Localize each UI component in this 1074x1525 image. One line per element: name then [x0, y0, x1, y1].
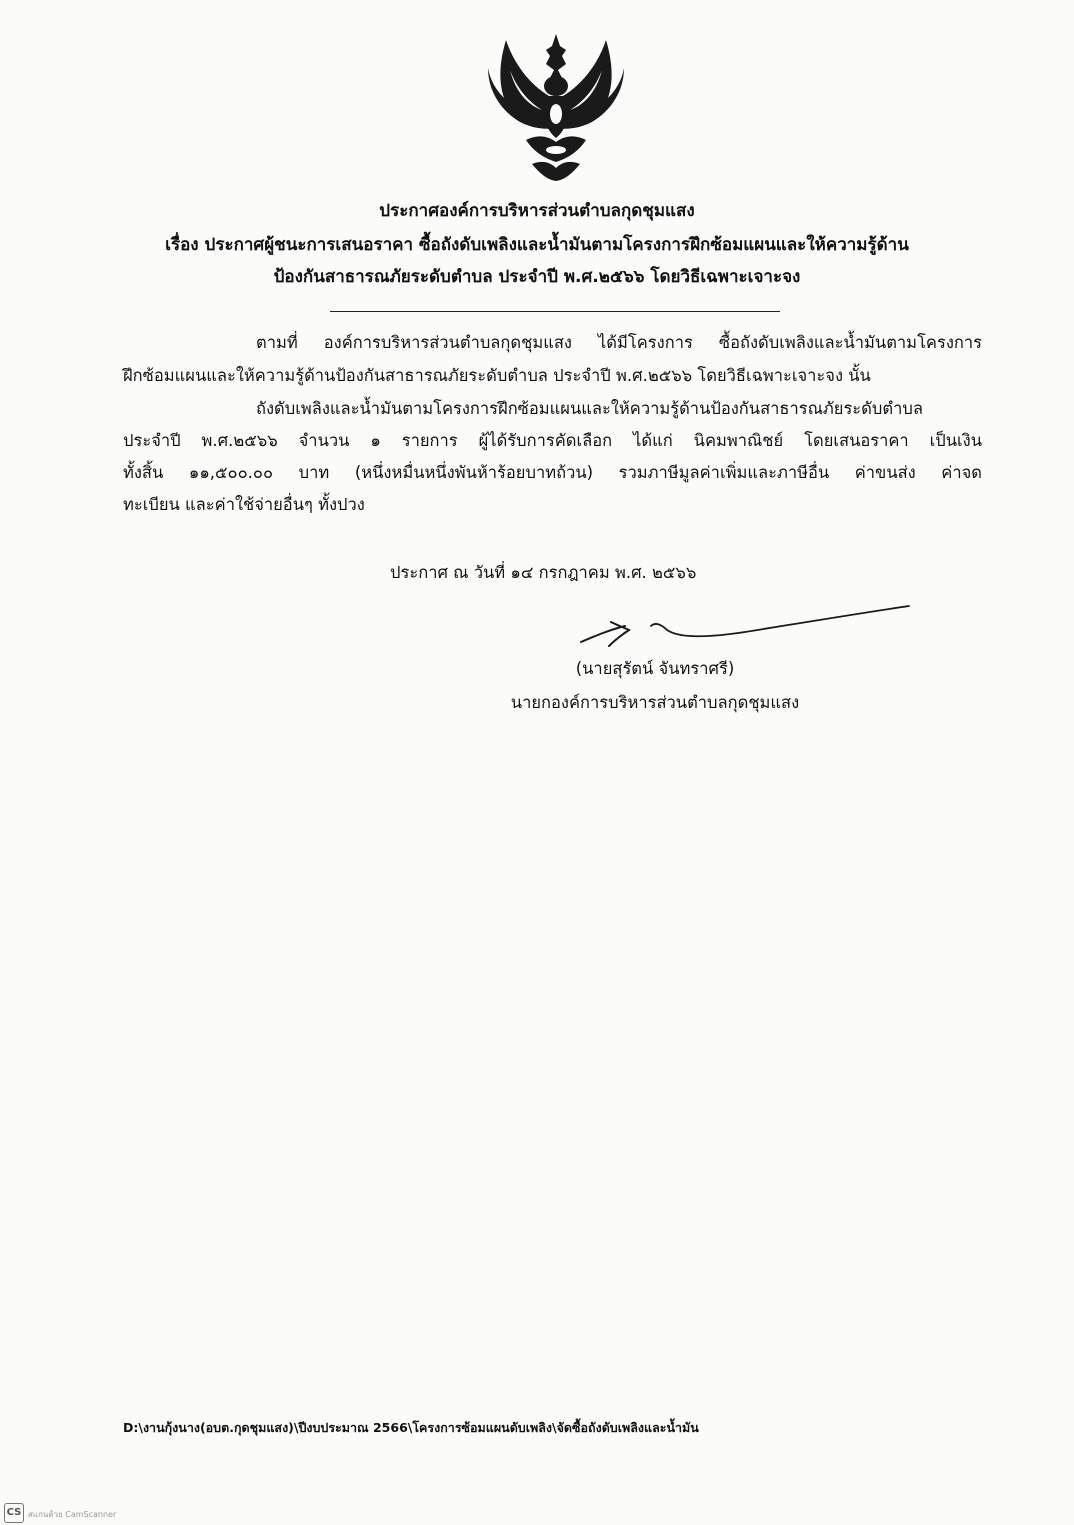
signer-position: นายกองค์การบริหารส่วนตำบลกุดชุมแสง: [510, 693, 800, 712]
announcement-date: ประกาศ ณ วันที่ ๑๔ กรกฎาคม พ.ศ. ๒๕๖๖: [390, 563, 697, 582]
body-line-2: ฝึกซ้อมแผนและให้ความรู้ด้านป้องกันสาธารณภัยระดับตำบล ประจำปี พ.ศ.๒๕๖๖ โดยวิธีเฉพาะเจาะจง นั้น: [123, 366, 871, 385]
title-divider: [330, 311, 780, 312]
announcement-title: ประกาศองค์การบริหารส่วนตำบลกุดชุมแสง: [379, 201, 695, 221]
camscanner-logo-icon: CS: [4, 1503, 24, 1523]
signer-name: (นายสุรัตน์ จันทราศรี): [575, 659, 735, 678]
body-line-1: ตามที่ องค์การบริหารส่วนตำบลกุดชุมแสง ได้มีโครงการ ซื้อถังดับเพลิงและน้ำมันตามโครงการ: [256, 333, 982, 352]
camscanner-watermark: สแกนด้วย CamScanner: [28, 1510, 117, 1519]
garuda-emblem-icon: [486, 30, 626, 182]
body-line-3: ถังดับเพลิงและน้ำมันตามโครงการฝึกซ้อมแผนและให้ความรู้ด้านป้องกันสาธารณภัยระดับตำบล: [256, 399, 923, 418]
handwritten-signature: [575, 598, 915, 648]
announcement-subject-continued: ป้องกันสาธารณภัยระดับตำบล ประจำปี พ.ศ.๒๕๖๖ โดยวิธีเฉพาะเจาะจง: [273, 267, 801, 287]
file-path-footer: D:\งานกุ้งนาง(อบต.กุดชุมแสง)\ปีงบประมาณ 2566\โครงการซ้อมแผนดับเพลิง\จัดซื้อถังดับเพลิงและน้ำมัน: [123, 1420, 699, 1435]
body-line-5: ทั้งสิ้น ๑๑,๕๐๐.๐๐ บาท (หนึ่งหมื่นหนึ่งพันห้าร้อยบาทถ้วน) รวมภาษีมูลค่าเพิ่มและภาษีอื่น ค่าขนส่ง ค่าจด: [123, 463, 982, 482]
body-line-6: ทะเบียน และค่าใช้จ่ายอื่นๆ ทั้งปวง: [123, 495, 365, 514]
body-line-4: ประจำปี พ.ศ.๒๕๖๖ จำนวน ๑ รายการ ผู้ได้รับการคัดเลือก ได้แก่ นิคมพาณิชย์ โดยเสนอราคา เป็นเงิน: [123, 431, 982, 450]
announcement-subject: เรื่อง ประกาศผู้ชนะการเสนอราคา ซื้อถังดับเพลิงและน้ำมันตามโครงการฝึกซ้อมแผนและให้ความรู้ด้าน: [165, 235, 909, 255]
